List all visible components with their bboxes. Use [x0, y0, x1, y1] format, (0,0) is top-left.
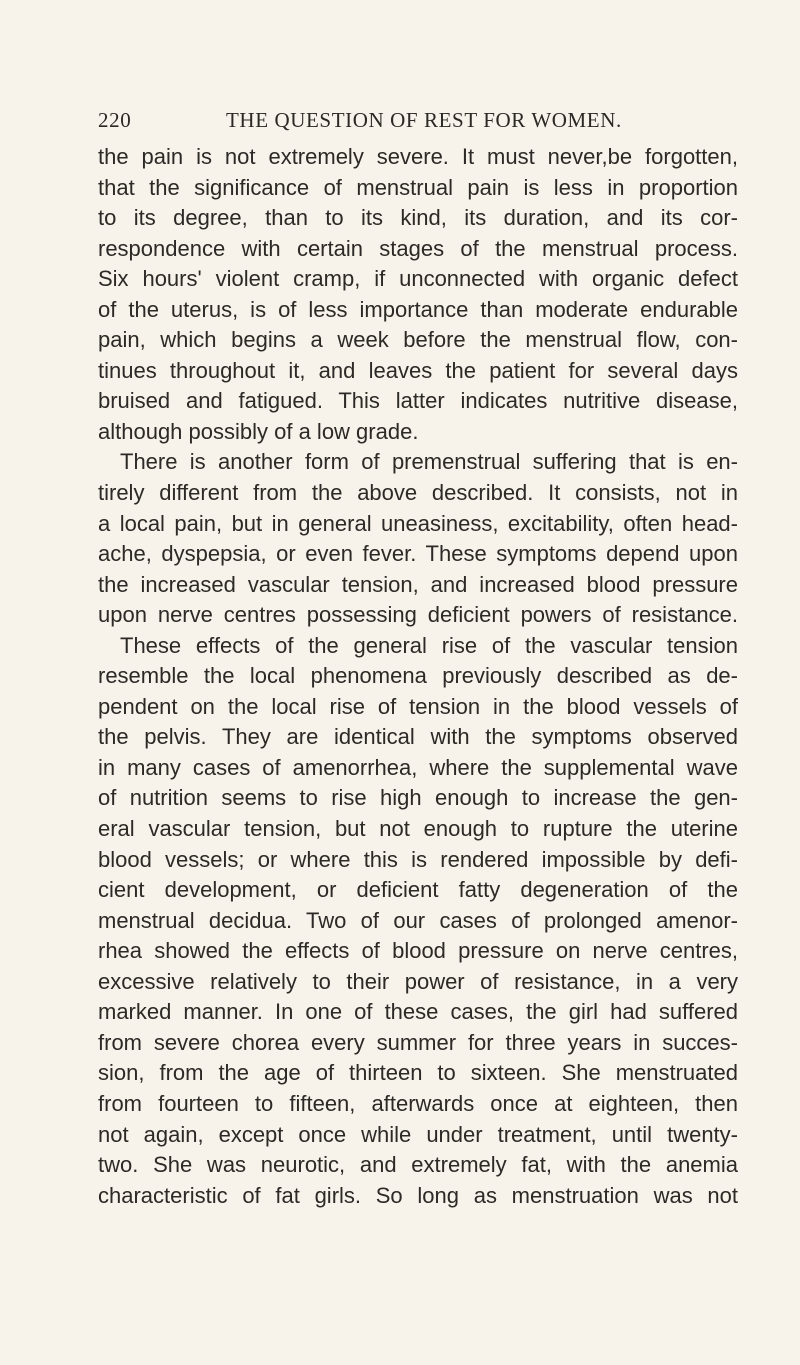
- text-line: cient development, or deficient fatty degeneration of the: [98, 877, 738, 903]
- text-line: sion, from the age of thirteen to sixteen. She menstruated: [98, 1060, 738, 1086]
- text-line: upon nerve centres possessing deficient powers of resistance.: [98, 602, 738, 628]
- text-line: Six hours' violent cramp, if unconnected with organic defect: [98, 266, 738, 292]
- text-line: eral vascular tension, but not enough to rupture the uterine: [98, 816, 738, 842]
- text-line: tirely different from the above described. It consists, not in: [98, 480, 738, 506]
- text-line: pain, which begins a week before the menstrual flow, con-: [98, 327, 738, 353]
- text-line: bruised and fatigued. This latter indicates nutritive disease,: [98, 388, 738, 414]
- page-number: 220: [98, 108, 132, 132]
- body-text: [98, 142, 738, 1211]
- text-line: rhea showed the effects of blood pressure on nerve centres,: [98, 938, 738, 964]
- text-line: the pain is not extremely severe. It must never,be forgotten,: [98, 144, 738, 169]
- text-line: These effects of the general rise of the vascular tension: [120, 632, 738, 658]
- running-title: THE QUESTION OF REST FOR WOMEN.: [226, 108, 622, 132]
- running-header: [98, 108, 738, 133]
- text-line: characteristic of fat girls. So long as menstruation was not: [98, 1182, 738, 1208]
- text-line: from severe chorea every summer for three years in succes-: [98, 1029, 738, 1055]
- text-line: resemble the local phenomena previously described as de-: [98, 663, 738, 689]
- text-line: excessive relatively to their power of resistance, in a very: [98, 968, 738, 994]
- text-line: not again, except once while under treatment, until twenty-: [98, 1121, 738, 1147]
- text-line: menstrual decidua. Two of our cases of prolonged amenor-: [98, 907, 738, 933]
- text-line: that the significance of menstrual pain is less in proportion: [98, 174, 738, 200]
- text-line: of nutrition seems to rise high enough to increase the gen-: [98, 785, 738, 811]
- text-line: although possibly of a low grade.: [98, 418, 419, 444]
- text-line: pendent on the local rise of tension in the blood vessels of: [98, 693, 738, 719]
- text-line: tinues throughout it, and leaves the patient for several days: [98, 357, 738, 383]
- text-line: of the uterus, is of less importance than moderate endurable: [98, 296, 738, 322]
- text-line: blood vessels; or where this is rendered impossible by defi-: [98, 846, 738, 872]
- text-line: marked manner. In one of these cases, the girl had suffered: [98, 999, 738, 1025]
- text-line: There is another form of premenstrual suffering that is en-: [120, 449, 738, 475]
- text-line: the increased vascular tension, and increased blood pressure: [98, 571, 738, 597]
- text-line: to its degree, than to its kind, its duration, and its cor-: [98, 205, 738, 231]
- text-line: respondence with certain stages of the menstrual process.: [98, 235, 738, 261]
- text-line: in many cases of amenorrhea, where the supplemental wave: [98, 754, 738, 780]
- text-line: ache, dyspepsia, or even fever. These symptoms depend upon: [98, 541, 738, 567]
- text-line: from fourteen to fifteen, afterwards once at eighteen, then: [98, 1090, 738, 1116]
- text-line: a local pain, but in general uneasiness, excitability, often head-: [98, 510, 738, 536]
- text-line: two. She was neurotic, and extremely fat, with the anemia: [98, 1152, 738, 1178]
- text-line: the pelvis. They are identical with the symptoms observed: [98, 724, 738, 750]
